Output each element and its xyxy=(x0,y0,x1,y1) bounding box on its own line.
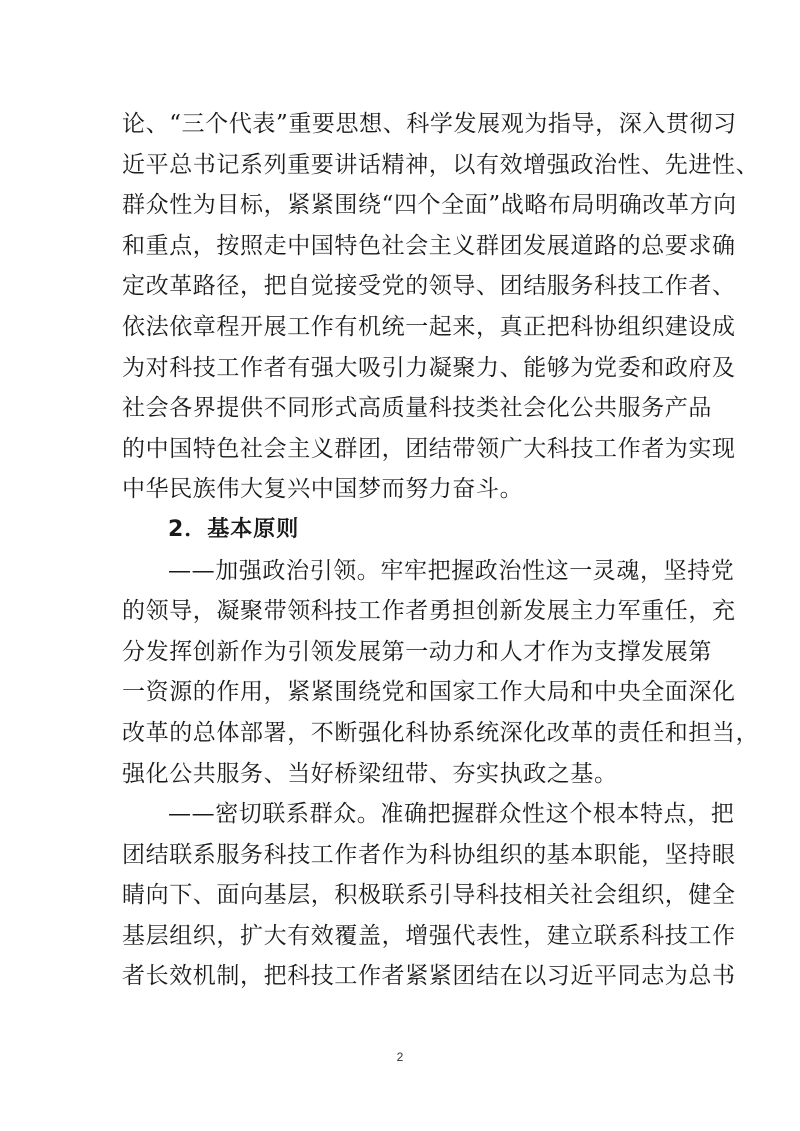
text-line: 为对科技工作者有强大吸引力凝聚力、能够为党委和政府及 xyxy=(122,354,736,381)
text-line: 团结联系服务科技工作者作为科协组织的基本职能，坚持眼 xyxy=(122,841,736,868)
text-line: 中华民族伟大复兴中国梦而努力奋斗。 xyxy=(122,476,524,503)
paragraph-guiding-ideology xyxy=(122,104,760,510)
text-line: 一资源的作用，紧紧围绕党和国家工作大局和中央全面深化 xyxy=(122,679,736,706)
page-number: 2 xyxy=(396,1050,404,1064)
text-line: 依法依章程开展工作有机统一起来，真正把科协组织建设成 xyxy=(122,313,736,340)
text-line: 强化公共服务、当好桥梁纽带、夯实执政之基。 xyxy=(122,760,618,787)
text-line: 社会各界提供不同形式高质量科技类社会化公共服务产品 xyxy=(122,395,712,422)
paragraph-contact-masses xyxy=(122,794,736,997)
section-heading: 2．基本原则 xyxy=(168,516,300,542)
text-line: 定改革路径，把自觉接受党的领导、团结服务科技工作者、 xyxy=(122,273,736,300)
text-line: 的领导，凝聚带领科技工作者勇担创新发展主力军重任，充 xyxy=(122,598,736,625)
text-line: 论、“三个代表”重要思想、科学发展观为指导，深入贯彻习 xyxy=(122,111,737,137)
text-line: 睛向下、面向基层，积极联系引导科技相关社会组织，健全 xyxy=(122,882,736,909)
text-line: 的中国特色社会主义群团，团结带领广大科技工作者为实现 xyxy=(122,435,736,462)
text-line: 基层组织，扩大有效覆盖，增强代表性，建立联系科技工作 xyxy=(122,922,736,949)
text-line: 改革的总体部署，不断强化科协系统深化改革的责任和担当， xyxy=(122,719,760,746)
text-line: 者长效机制，把科技工作者紧紧团结在以习近平同志为总书 xyxy=(122,963,736,990)
body-text xyxy=(122,104,760,997)
text-line: 分发挥创新作为引领发展第一动力和人才作为支撑发展第 xyxy=(122,638,712,665)
text-line: ——加强政治引领。牢牢把握政治性这一灵魂，坚持党 xyxy=(168,557,735,584)
text-line: ——密切联系群众。准确把握群众性这个根本特点，把 xyxy=(168,801,735,828)
text-line: 近平总书记系列重要讲话精神，以有效增强政治性、先进性、 xyxy=(122,151,760,178)
text-line: 群众性为目标，紧紧围绕“四个全面”战略布局明确改革方向 xyxy=(122,192,737,219)
paragraph-political-guidance xyxy=(122,551,760,795)
text-line: 和重点，按照走中国特色社会主义群团发展道路的总要求确 xyxy=(122,232,736,259)
